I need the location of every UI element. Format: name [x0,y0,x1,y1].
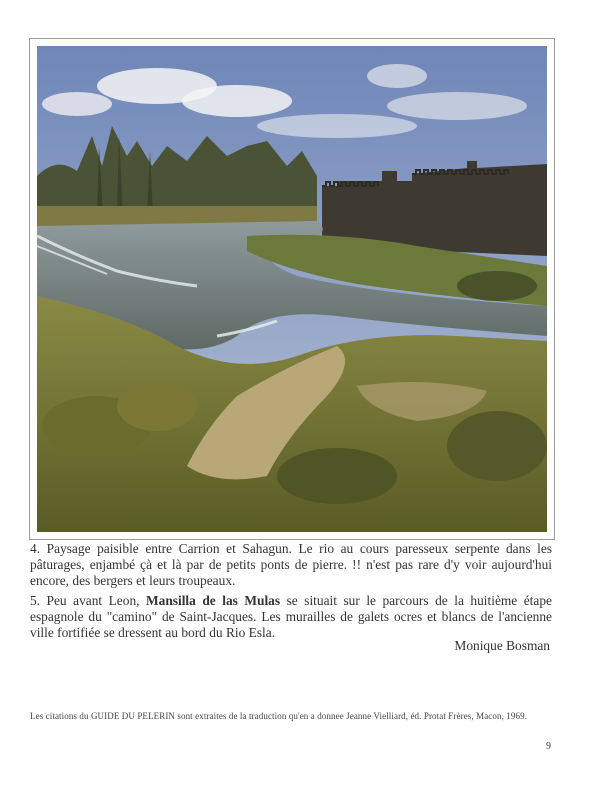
footnote: Les citations du GUIDE DU PELERIN sont extraites de la traduction qu'en a donnee Jeanne Vielliard, éd. Protat Frères, Macon, 1969. [30,711,528,721]
author-name: Monique Bosman [454,638,550,653]
caption-text: Peu avant Leon, [40,593,146,608]
landscape-photo [37,46,547,532]
caption-number: 4. [30,541,41,556]
caption-text: se situait sur le parcours de la huitième étape espagnole du "camino" de Saint-Jacques. Les murailles de galets ocres et blancs de l'ancienne ville fortifiée se dressent au bord du Rio Esla. [30,593,552,640]
photo-frame [29,38,555,540]
caption-5 [30,593,552,641]
caption-4 [30,541,552,589]
captions [30,541,552,641]
caption-place-name: Mansilla de las Mulas [146,593,281,608]
page-number: 9 [546,741,551,752]
caption-number: 5. [30,593,41,608]
caption-text: Paysage paisible entre Carrion et Sahagun. Le rio au cours paresseux serpente dans les pâturages, enjambé çà et là par de petits ponts de pierre. !! n'est pas rare d'y voir aujourd'hui encore, des bergers et leurs troupeaux. [30,541,552,588]
